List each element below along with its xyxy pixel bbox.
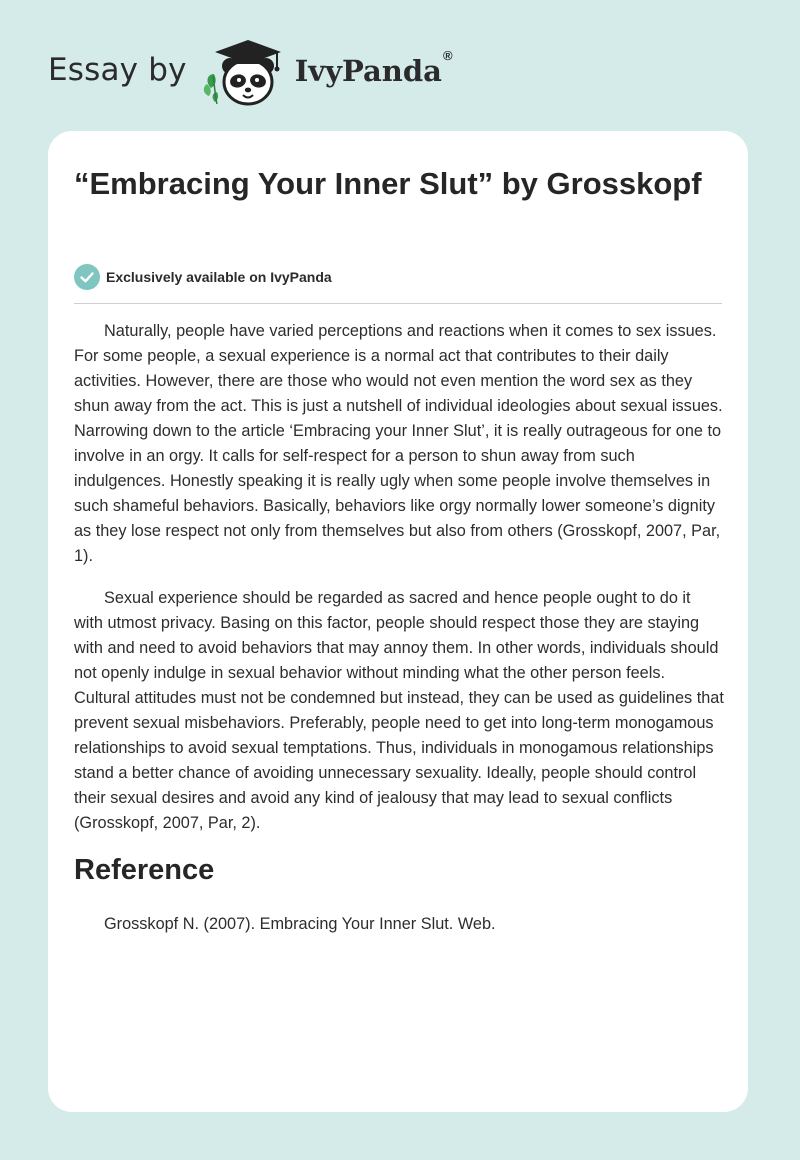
exclusive-label: Exclusively available on IvyPanda xyxy=(106,269,332,285)
exclusive-badge xyxy=(74,264,332,290)
reference-entry: Grosskopf N. (2007). Embracing Your Inner Slut. Web. xyxy=(104,915,496,933)
ivypanda-logo-text: IvyPanda® xyxy=(294,48,453,88)
body-paragraph-1: Naturally, people have varied perceptions and reactions when it comes to sex issues. For some people, a sexual experience is a normal act that contributes to their daily activities. However, there are those who would not even mention the word sex as they shun away from the act. This is just a nutshell of individual ideologies about sexual issues. Narrowing down to the article ‘Embracing your Inner Slut’, it is really outrageous for one to involve in an orgy. It calls for self-respect for a person to shun away from such indulgences. Honestly speaking it is really ugly when some people involve themselves in such shameful behaviors. Basically, behaviors like orgy normally lower someone’s dignity as they lose respect not only from themselves but also from others (Grosskopf, 2007, Par, 1). xyxy=(74,322,723,565)
registered-mark: ® xyxy=(442,48,453,63)
essay-card xyxy=(48,131,748,1112)
panda-graduate-icon xyxy=(201,36,291,108)
essay-title: “Embracing Your Inner Slut” by Grosskopf xyxy=(74,166,702,201)
check-circle-icon xyxy=(74,264,100,290)
essay-by-label: Essay by xyxy=(48,52,187,88)
title-divider xyxy=(74,303,722,304)
site-header[interactable] xyxy=(48,36,453,108)
reference-heading: Reference xyxy=(74,854,215,886)
body-paragraph-2: Sexual experience should be regarded as sacred and hence people ought to do it with utmost privacy. Basing on this factor, people should respect those they are staying with and need to avoid behaviors that may annoy them. In other words, individuals should not openly indulge in sexual behavior without minding what the other person feels. Cultural attitudes must not be condemned but instead, they can be used as guidelines that prevent sexual misbehaviors. Preferably, people need to get into long-term monogamous relationships to avoid sexual temptations. Thus, individuals in monogamous relationships stand a better chance of avoiding unnecessary sexuality. Ideally, people should control their sexual desires and avoid any kind of jealousy that may lead to sexual conflicts (Grosskopf, 2007, Par, 2). xyxy=(74,589,724,832)
